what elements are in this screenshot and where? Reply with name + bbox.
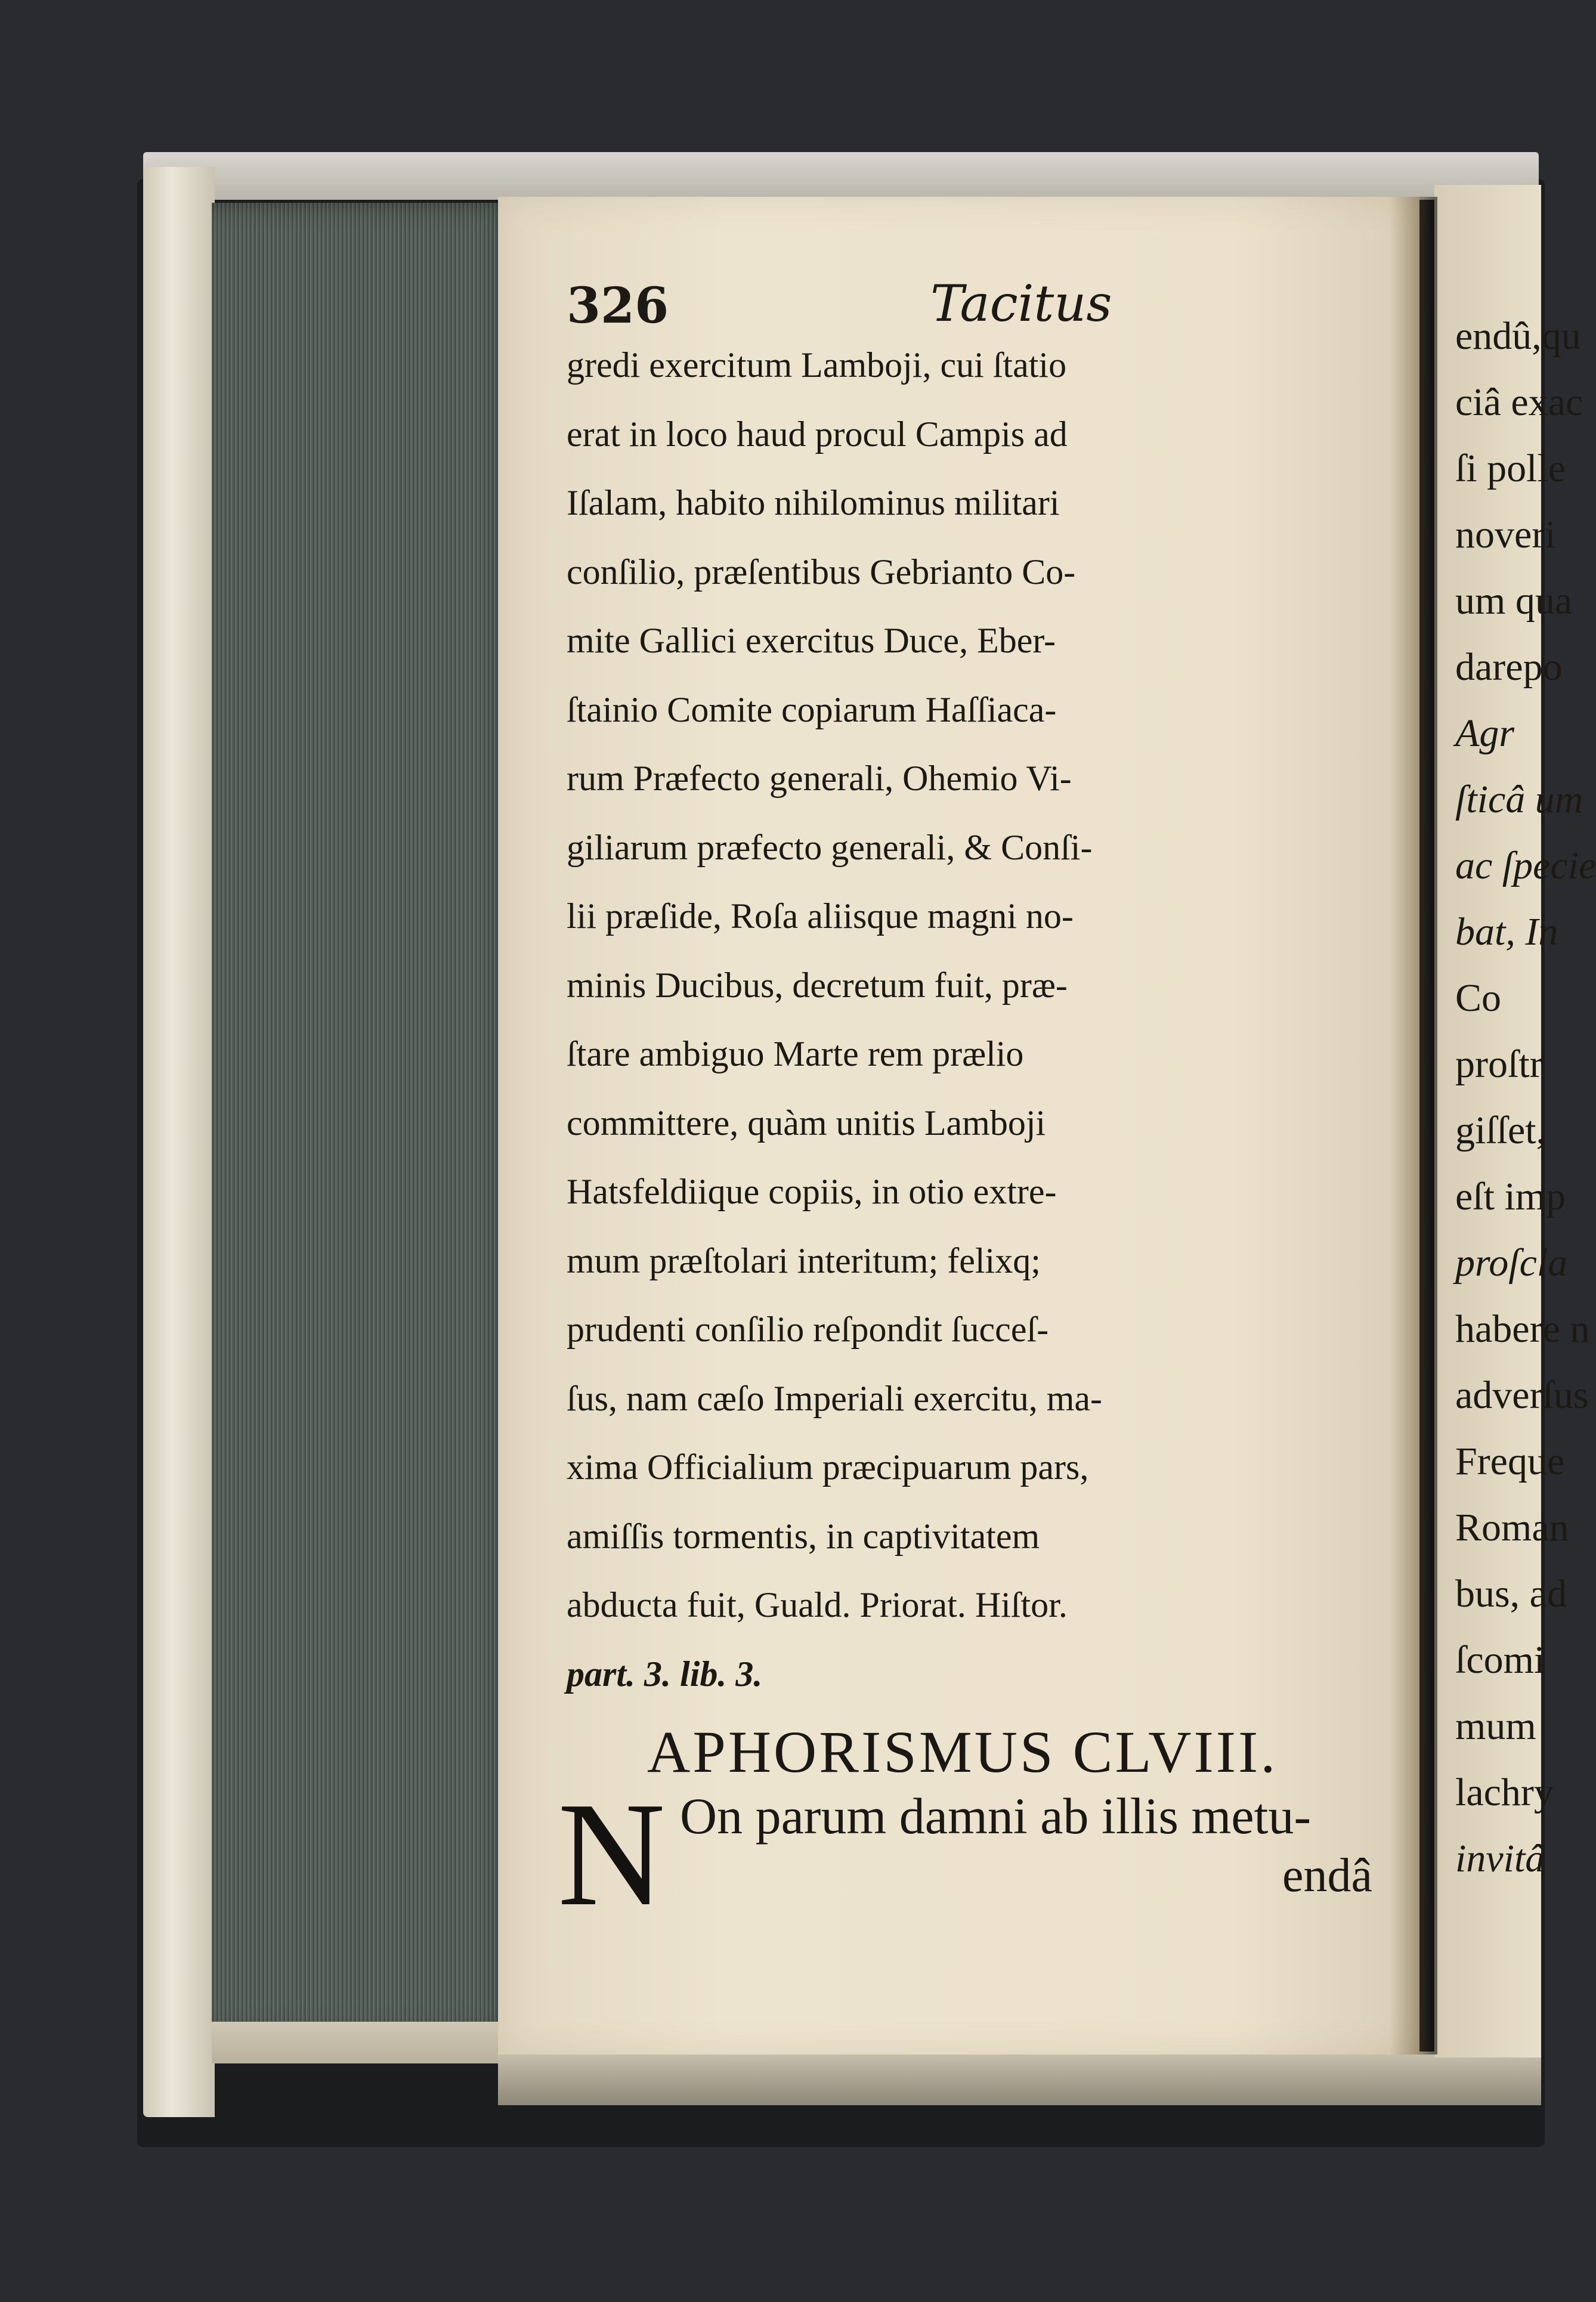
- text-line: conſilio, præſentibus Gebrianto Co-: [567, 552, 1076, 592]
- right-page-fragment: noveri: [1455, 513, 1556, 556]
- text-line: minis Ducibus, decretum fuit, præ-: [567, 965, 1068, 1005]
- page-edges: [212, 203, 522, 2034]
- book-cover-top: [143, 152, 1539, 200]
- book-bottom-edge: [498, 2052, 1541, 2105]
- text-line: committere, quàm unitis Lamboji: [567, 1103, 1046, 1143]
- right-page-fragment: um qua: [1455, 579, 1573, 623]
- right-page-fragment: lachry: [1455, 1771, 1554, 1814]
- page-number: 326: [567, 277, 669, 335]
- right-page-fragment: Roman: [1455, 1506, 1569, 1549]
- book-cover-left: [143, 167, 215, 2117]
- right-page-fragment: invitâ: [1455, 1837, 1545, 1880]
- text-line: ſtainio Comite copiarum Haſſiaca-: [567, 689, 1057, 729]
- text-line: rum Præfecto generali, Ohemio Vi-: [567, 759, 1072, 798]
- page-edges-bottom: [212, 2022, 522, 2063]
- book-gutter: [1390, 197, 1437, 2055]
- text-line: ſtare ambiguo Marte rem prælio: [567, 1034, 1024, 1073]
- right-page-fragment: Agr: [1455, 711, 1514, 755]
- right-page-fragment: proſcla: [1455, 1241, 1568, 1285]
- aphorism-heading: APHORISMUS CLVIII.: [647, 1719, 1278, 1785]
- text-line: abducta fuit, Guald. Priorat. Hiſtor.: [567, 1585, 1068, 1625]
- right-page-fragment: endû,qu: [1455, 314, 1581, 358]
- right-page-fragment: giſſet,: [1455, 1109, 1546, 1152]
- text-line: ſus, nam cæſo Imperiali exercitu, ma-: [567, 1378, 1103, 1418]
- text-line: gredi exercitum Lamboji, cui ſtatio: [567, 345, 1067, 385]
- text-line: mum præſtolari interitum; felixq;: [567, 1240, 1041, 1280]
- right-page-fragment: darepo: [1455, 645, 1563, 689]
- running-head: [567, 271, 1378, 337]
- right-page-fragment: proſtr: [1455, 1042, 1543, 1086]
- right-page-fragment: ſi polle: [1455, 447, 1566, 490]
- text-line: lii præſide, Roſa aliisque magni no-: [567, 896, 1074, 936]
- text-line: amiſſis tormentis, in captivitatem: [567, 1516, 1040, 1556]
- right-page-fragment: eſt imp: [1455, 1175, 1566, 1218]
- drop-cap: N: [558, 1772, 666, 1937]
- text-line: prudenti conſilio reſpondit ſucceſ-: [567, 1310, 1049, 1349]
- text-line: Iſalam, habito nihilominus militari: [567, 483, 1060, 522]
- right-page-fragment: habere n: [1455, 1307, 1590, 1351]
- right-page-fragment: Freque: [1455, 1440, 1565, 1483]
- right-page-fragment: Co: [1455, 976, 1502, 1020]
- text-line: giliarum præfecto generali, & Conſi-: [567, 827, 1093, 867]
- right-page-fragment: mum: [1455, 1704, 1536, 1748]
- text-line: erat in loco haud procul Campis ad: [567, 414, 1068, 454]
- right-page-fragment: adverſus: [1455, 1373, 1589, 1417]
- text-line: xima Officialium præcipuarum pars,: [567, 1447, 1089, 1487]
- text-line: mite Gallici exercitus Duce, Eber-: [567, 621, 1056, 660]
- right-page-fragment: bus, ad: [1455, 1572, 1567, 1616]
- text-line: Hatsfeldiique copiis, in otio extre-: [567, 1172, 1057, 1211]
- aphorism-first-line: On parum damni ab illis metu-: [680, 1787, 1312, 1845]
- right-page-fragment: ac ſpecie: [1455, 844, 1596, 887]
- running-title: Tacitus: [930, 274, 1112, 333]
- catchword: endâ: [1282, 1849, 1373, 1902]
- right-page-fragment: ſticâ um: [1455, 778, 1583, 821]
- right-page-fragment: ſcomi: [1455, 1638, 1545, 1682]
- right-page-fragment: bat, In: [1455, 910, 1558, 954]
- body-text: [567, 331, 1390, 1709]
- right-page-fragment: ciâ exac: [1455, 380, 1583, 424]
- text-line: part. 3. lib. 3.: [567, 1654, 763, 1694]
